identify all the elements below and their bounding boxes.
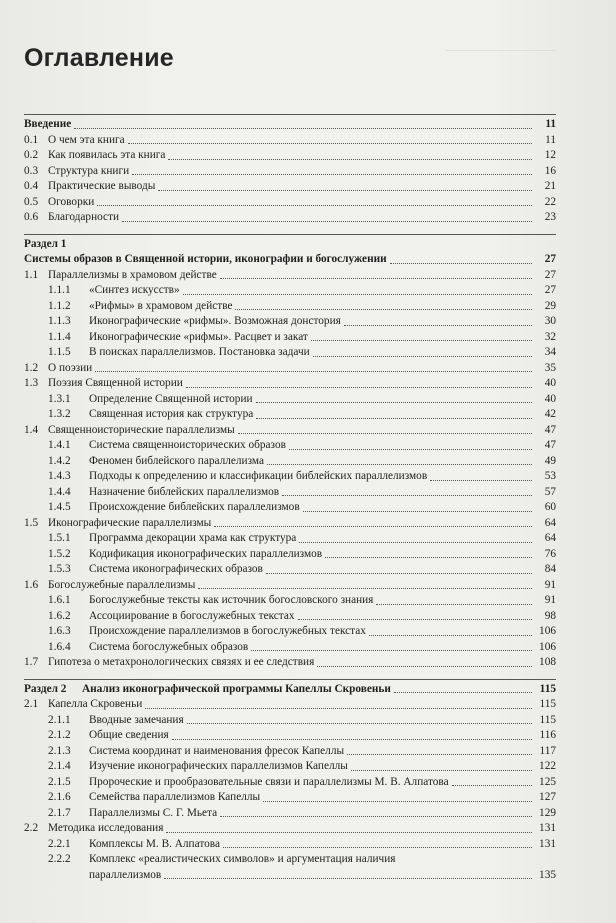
entry-number: 1.1.3 <box>48 315 71 327</box>
toc-entry <box>24 609 556 625</box>
entry-number: 1.1.2 <box>48 299 71 312</box>
entry-page: 35 <box>544 361 556 374</box>
toc-entry <box>24 330 556 346</box>
entry-page: 57 <box>544 485 556 498</box>
entry-page: 64 <box>544 516 556 529</box>
entry-page: 42 <box>544 408 556 420</box>
entry-page: 11 <box>545 133 556 146</box>
entry-text: Параллелизмы С. Г. Мьета <box>89 806 218 819</box>
section1-page: 27 <box>544 253 556 265</box>
section2-title: Анализ иконографической программы Капеллы Скровеньи <box>82 682 391 695</box>
entry-page: 127 <box>539 791 556 803</box>
entry-text: Богослужебные параллелизмы <box>48 578 196 591</box>
entry-number: 1.1.5 <box>48 346 71 358</box>
entry-text: В поисках параллелизмов. Постановка задачи <box>89 346 310 358</box>
top-rule <box>24 114 556 115</box>
toc-entry <box>24 531 556 547</box>
toc-entry <box>24 775 556 791</box>
entry-number: 2.1.4 <box>48 760 71 772</box>
entry-number: 1.4.5 <box>48 501 71 513</box>
entry-number: 1.7 <box>24 656 39 668</box>
entry-number: 2.1.7 <box>48 806 71 819</box>
entry-text: Священная история как структура <box>89 408 254 420</box>
entry-text: Пророческие и прообразовательные связи и параллелизмы М. В. Алпатова <box>89 775 449 788</box>
entry-text: Происхождение параллелизмов в богослужебных текстах <box>89 625 366 637</box>
entry-page: 91 <box>544 578 556 591</box>
entry-number: 1.1.1 <box>48 284 71 296</box>
entry-text: Оговорки <box>48 195 95 208</box>
entry-number: 0.5 <box>24 195 39 208</box>
entry-page: 98 <box>544 609 556 622</box>
toc-entry <box>24 469 556 485</box>
entry-number: 1.5.2 <box>48 547 71 560</box>
toc-entry <box>24 516 556 532</box>
section1-heading <box>24 252 556 268</box>
toc-entry <box>24 547 556 563</box>
toc-entry <box>24 454 556 470</box>
entry-text: Ассоциирование в богослужебных текстах <box>89 609 295 622</box>
entry-number: 0.1 <box>24 133 39 146</box>
entry-page: 76 <box>544 547 556 560</box>
entry-page: 40 <box>544 377 556 389</box>
section1-title: Системы образов в Священной истории, иконографии и богослужении <box>24 253 387 265</box>
entry-page: 106 <box>539 625 556 637</box>
entry-page: 16 <box>544 164 556 177</box>
toc-entry <box>24 759 556 775</box>
entry-page: 115 <box>539 698 556 710</box>
entry-text: Система иконографических образов <box>89 563 263 575</box>
entry-text: Изучение иконографических параллелизмов Капеллы <box>89 760 348 772</box>
toc-entry <box>24 407 556 423</box>
intro-heading <box>24 117 556 133</box>
entry-page: 116 <box>539 729 556 741</box>
toc-entry <box>24 210 556 226</box>
entry-page: 30 <box>544 315 556 327</box>
entry-text: Как появилась эта книга <box>48 149 166 161</box>
entry-page: 135 <box>539 868 556 881</box>
entry-number: 1.6.2 <box>48 609 71 622</box>
entry-number: 1.6 <box>24 578 39 591</box>
entry-text: О чем эта книга <box>48 133 125 146</box>
intro-page: 11 <box>545 118 556 130</box>
entry-text: Система священноисторических образов <box>89 439 286 451</box>
entry-number: 0.4 <box>24 180 39 192</box>
entry-text: Священноисторические параллелизмы <box>48 423 235 436</box>
entry-text: Кодификация иконографических параллелизмов <box>89 547 323 560</box>
entry-number: 2.2.2 <box>48 853 71 865</box>
entry-number: 1.2 <box>24 361 39 374</box>
toc-entry <box>24 345 556 361</box>
toc-entry <box>24 640 556 656</box>
entry-page: 122 <box>539 760 556 772</box>
section2-heading <box>24 682 556 698</box>
toc-entry <box>24 655 556 671</box>
entry-number: 2.2 <box>24 822 39 834</box>
entry-number: 1.3.1 <box>48 392 71 405</box>
entry-text: Общие сведения <box>89 729 169 741</box>
toc-entry <box>24 485 556 501</box>
entry-page: 40 <box>544 392 556 405</box>
toc-entry <box>24 593 556 609</box>
entry-page: 106 <box>539 640 556 653</box>
toc-entry <box>24 578 556 594</box>
entry-number: 1.1.4 <box>48 330 71 343</box>
entry-text: Система координат и наименования фресок Капеллы <box>89 744 345 757</box>
entry-text: Комплексы М. В. Алпатова <box>89 837 220 850</box>
entry-text-line1: Комплекс «реалистических символов» и аргументация наличия <box>89 853 396 865</box>
entry-number: 0.3 <box>24 164 39 177</box>
toc-entry <box>24 728 556 744</box>
entry-text: Иконографические «рифмы». Возможная донстория <box>89 315 341 327</box>
toc-entry <box>24 500 556 516</box>
entry-text: Подходы к определению и классификации библейских параллелизмов <box>89 470 428 482</box>
entry-text: «Рифмы» в храмовом действе <box>89 299 233 312</box>
entry-number: 1.5 <box>24 516 39 529</box>
entry-number: 2.1.1 <box>48 713 71 726</box>
entry-number: 0.2 <box>24 149 39 161</box>
entry-text-line2: параллелизмов <box>89 868 162 881</box>
entry-text: Практические выводы <box>48 180 156 192</box>
entry-number: 2.1.5 <box>48 775 71 788</box>
entry-number: 1.6.3 <box>48 625 71 637</box>
entry-number: 2.1.2 <box>48 729 71 741</box>
intro-list <box>24 133 556 226</box>
entry-number: 1.5.3 <box>48 563 71 575</box>
entry-text: Система богослужебных образов <box>89 640 249 653</box>
entry-page: 129 <box>539 806 556 819</box>
toc-entry <box>24 195 556 211</box>
page-title: Оглавление <box>24 44 174 72</box>
entry-text: Феномен библейского параллелизма <box>89 454 264 467</box>
toc-entry <box>24 376 556 392</box>
entry-number: 1.6.4 <box>48 640 71 653</box>
entry-number: 1.3 <box>24 377 39 389</box>
intro-label: Введение <box>24 118 72 130</box>
toc-entry <box>24 314 556 330</box>
entry-page: 29 <box>544 299 556 312</box>
entry-number: 2.1.6 <box>48 791 71 803</box>
entry-text: Методика исследования <box>48 822 164 834</box>
toc-entry <box>24 283 556 299</box>
entry-page: 84 <box>544 563 556 575</box>
entry-text: Вводные замечания <box>89 713 184 726</box>
entry-text: Иконографические параллелизмы <box>48 516 212 529</box>
toc-entry-2-2-2 <box>24 852 556 883</box>
section1-list <box>24 268 556 671</box>
entry-number: 1.1 <box>24 268 39 281</box>
entry-page: 27 <box>544 284 556 296</box>
entry-text: Поэзия Священной истории <box>48 377 183 389</box>
entry-page: 47 <box>544 439 556 451</box>
section1-label: Раздел 1 <box>24 237 67 250</box>
entry-text: Программа декорации храма как структура <box>89 532 297 544</box>
toc-entry <box>24 790 556 806</box>
entry-page: 27 <box>544 268 556 281</box>
entry-text: Структура книги <box>48 164 130 177</box>
toc-entry <box>24 806 556 822</box>
toc-entry <box>24 423 556 439</box>
entry-number: 1.4.3 <box>48 470 71 482</box>
toc-entry <box>24 148 556 164</box>
entry-page: 115 <box>539 713 556 726</box>
entry-page: 53 <box>544 470 556 482</box>
toc-entry <box>24 562 556 578</box>
entry-number: 1.3.2 <box>48 408 71 420</box>
entry-number: 1.4.4 <box>48 485 71 498</box>
entry-number: 2.2.1 <box>48 837 71 850</box>
entry-page: 49 <box>544 454 556 467</box>
section2-label: Раздел 2 <box>24 682 67 695</box>
section2-rule <box>24 679 556 680</box>
entry-page: 47 <box>544 423 556 436</box>
entry-page: 91 <box>544 594 556 606</box>
toc-entry <box>24 713 556 729</box>
entry-page: 23 <box>544 211 556 223</box>
toc-entry <box>24 744 556 760</box>
entry-text: Богослужебные тексты как источник богословского знания <box>89 594 374 606</box>
entry-text: «Синтез искусств» <box>89 284 180 296</box>
toc-entry <box>24 837 556 853</box>
entry-text: Иконографические «рифмы». Расцвет и закат <box>89 330 308 343</box>
section2-page: 115 <box>539 682 556 695</box>
toc-entry <box>24 133 556 149</box>
entry-page: 60 <box>544 501 556 513</box>
entry-page: 12 <box>544 149 556 161</box>
entry-page: 22 <box>544 195 556 208</box>
toc-entry <box>24 821 556 837</box>
entry-number: 2.1 <box>24 698 39 710</box>
toc-entry <box>24 438 556 454</box>
entry-text: Семейства параллелизмов Капеллы <box>89 791 261 803</box>
entry-number: 2.1.3 <box>48 744 71 757</box>
entry-page: 117 <box>539 744 556 757</box>
section1-rule <box>24 234 556 235</box>
entry-number: 1.4 <box>24 423 39 436</box>
entry-text: Гипотеза о метахронологических связях и ее следствия <box>48 656 315 668</box>
entry-page: 125 <box>539 775 556 788</box>
entry-number: 1.4.2 <box>48 454 71 467</box>
toc-entry <box>24 624 556 640</box>
entry-number: 1.6.1 <box>48 594 71 606</box>
entry-text: Благодарности <box>48 211 120 223</box>
entry-text: Параллелизмы в храмовом действе <box>48 268 217 281</box>
toc-entry <box>24 164 556 180</box>
entry-page: 108 <box>539 656 556 668</box>
entry-page: 34 <box>544 346 556 358</box>
entry-number: 1.4.1 <box>48 439 71 451</box>
table-of-contents <box>24 114 556 883</box>
toc-entry <box>24 361 556 377</box>
entry-page: 21 <box>544 180 556 192</box>
entry-number: 1.5.1 <box>48 532 71 544</box>
entry-text: Происхождение библейских параллелизмов <box>89 501 300 513</box>
entry-text: Капелла Скровеньи <box>48 698 143 710</box>
entry-page: 131 <box>539 822 556 834</box>
entry-text: О поэзии <box>48 361 93 374</box>
toc-entry <box>24 268 556 284</box>
toc-entry <box>24 697 556 713</box>
entry-text: Назначение библейских параллелизмов <box>89 485 280 498</box>
entry-number: 0.6 <box>24 211 39 223</box>
entry-page: 32 <box>544 330 556 343</box>
bleed-through-shadow <box>446 38 556 51</box>
section2-list <box>24 697 556 852</box>
toc-entry <box>24 299 556 315</box>
entry-text: Определение Священной истории <box>89 392 253 405</box>
toc-entry <box>24 392 556 408</box>
entry-page: 131 <box>539 837 556 850</box>
entry-page: 64 <box>544 532 556 544</box>
toc-entry <box>24 179 556 195</box>
